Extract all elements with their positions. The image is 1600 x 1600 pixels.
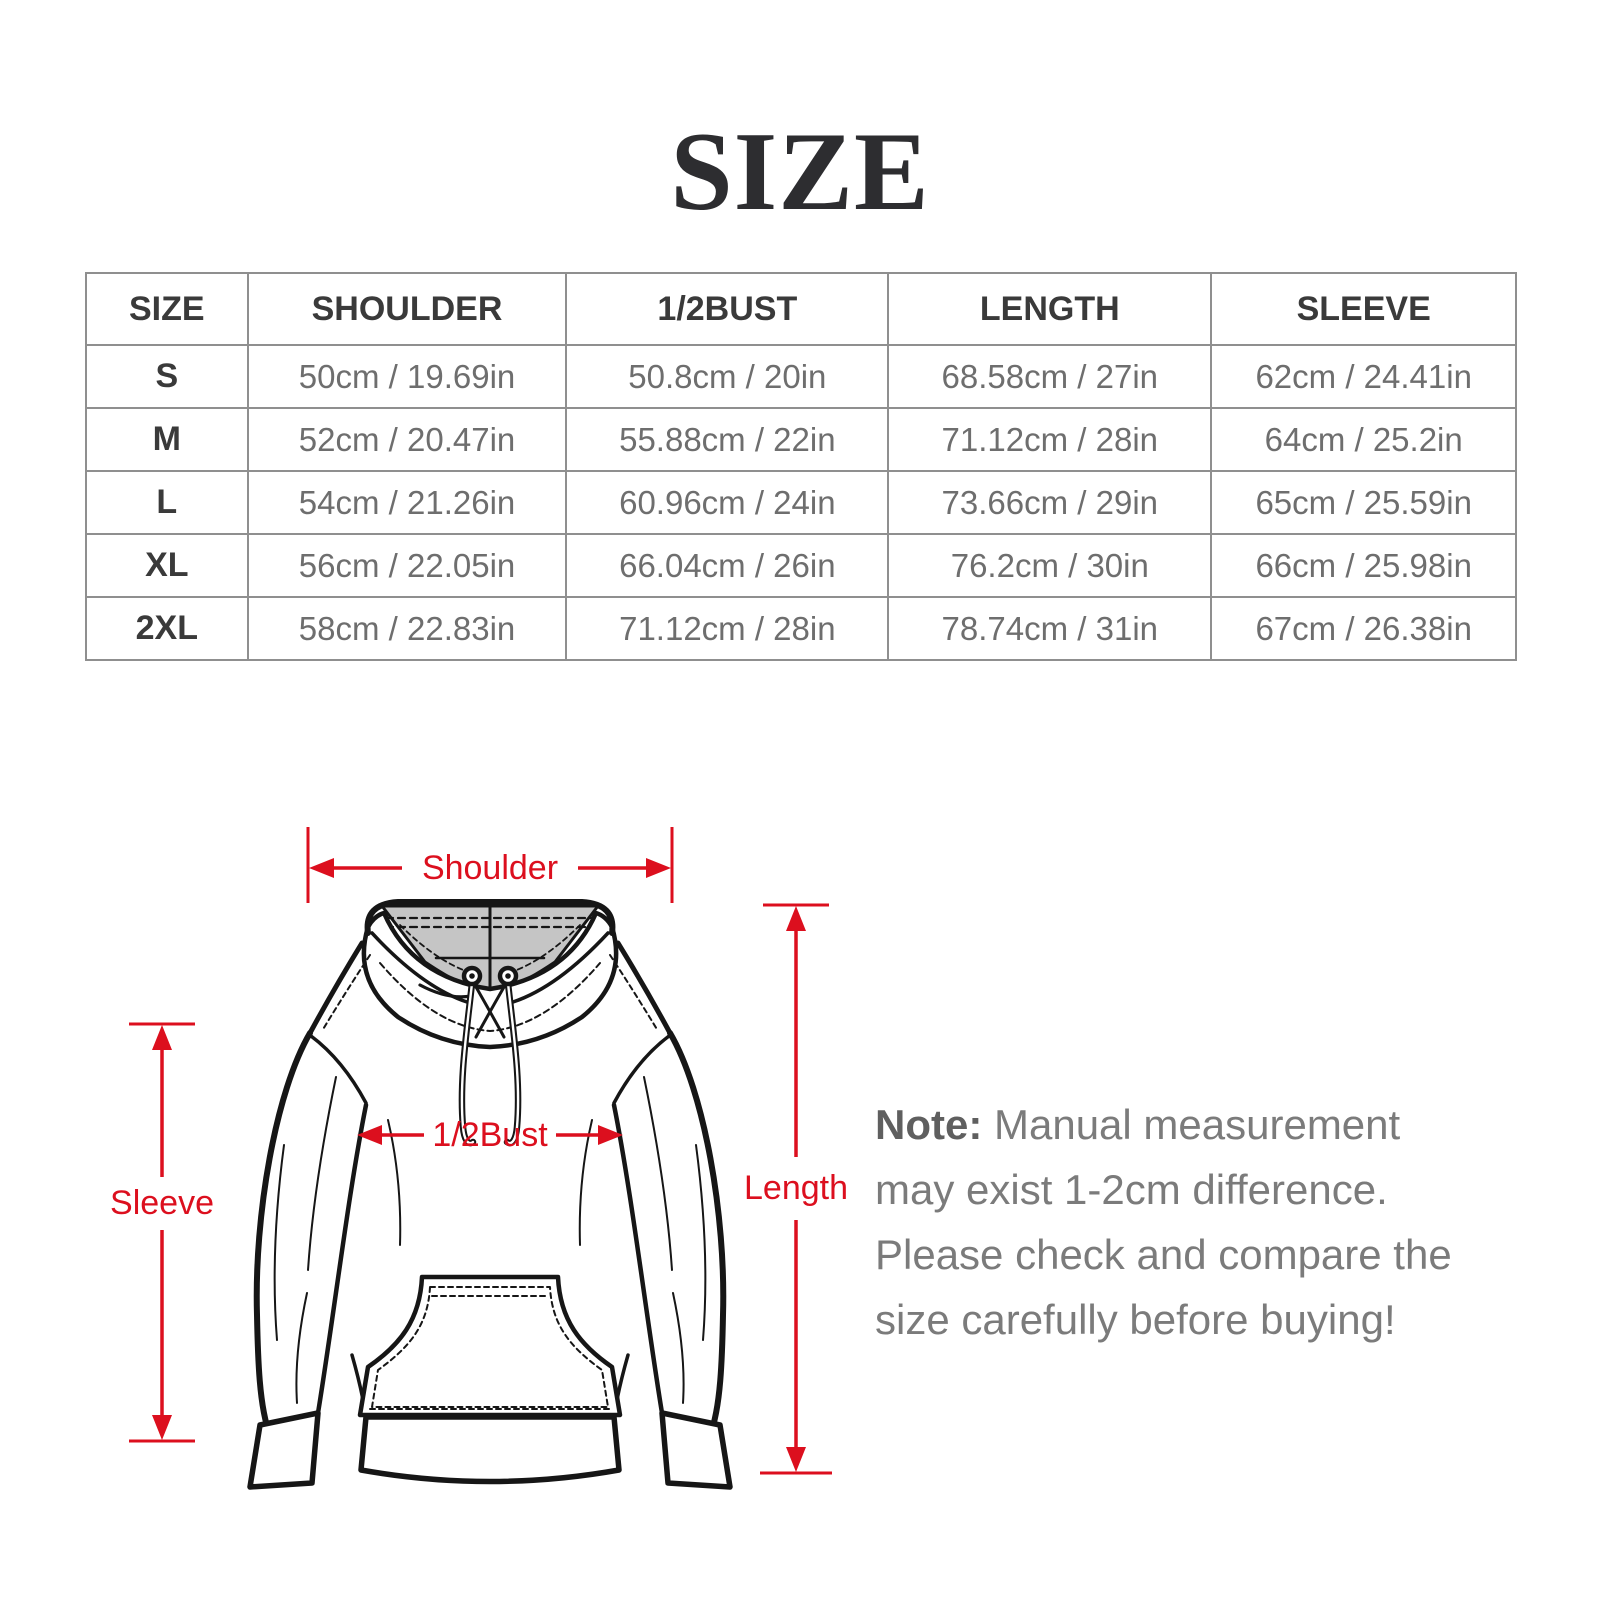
measurement-note — [875, 1092, 1467, 1352]
table-row — [86, 534, 1516, 597]
length-cell: 78.74cm / 31in — [888, 597, 1211, 660]
sleeve-cell: 64cm / 25.2in — [1211, 408, 1516, 471]
sleeve-cell: 65cm / 25.59in — [1211, 471, 1516, 534]
kangaroo-pocket — [360, 1277, 620, 1415]
sleeve-cell: 66cm / 25.98in — [1211, 534, 1516, 597]
bust-cell: 66.04cm / 26in — [566, 534, 888, 597]
shoulder-arrow — [308, 827, 672, 903]
table-row — [86, 408, 1516, 471]
table-row — [86, 597, 1516, 660]
note-prefix: Note: — [875, 1101, 983, 1148]
length-cell: 71.12cm / 28in — [888, 408, 1211, 471]
bust-cell: 55.88cm / 22in — [566, 408, 888, 471]
column-header-size: SIZE — [86, 273, 248, 345]
shoulder-cell: 50cm / 19.69in — [248, 345, 567, 408]
hoodie-measurement-diagram — [100, 815, 860, 1515]
hoodie-sketch — [250, 902, 730, 1487]
length-cell: 76.2cm / 30in — [888, 534, 1211, 597]
bust-label: 1/2Bust — [432, 1116, 548, 1154]
table-row — [86, 345, 1516, 408]
bust-cell: 60.96cm / 24in — [566, 471, 888, 534]
length-label: Length — [744, 1169, 848, 1207]
size-cell: L — [86, 471, 248, 534]
shoulder-cell: 58cm / 22.83in — [248, 597, 567, 660]
sleeve-label: Sleeve — [110, 1184, 214, 1222]
shoulder-cell: 54cm / 21.26in — [248, 471, 567, 534]
length-arrow — [744, 905, 848, 1473]
size-cell: 2XL — [86, 597, 248, 660]
note-text: Manual measurement may exist 1-2cm difference. Please check and compare the size carefully before buying! — [875, 1101, 1452, 1343]
column-header-bust: 1/2BUST — [566, 273, 888, 345]
shoulder-cell: 56cm / 22.05in — [248, 534, 567, 597]
shoulder-cell: 52cm / 20.47in — [248, 408, 567, 471]
length-cell: 73.66cm / 29in — [888, 471, 1211, 534]
sleeve-arrow — [110, 1024, 214, 1441]
table-header-row — [86, 273, 1516, 345]
waistband — [361, 1409, 619, 1482]
table-row — [86, 471, 1516, 534]
shoulder-label: Shoulder — [421, 849, 559, 887]
page-title: SIZE — [670, 110, 930, 234]
bust-arrow — [357, 1116, 623, 1154]
size-table — [85, 272, 1517, 661]
length-cell: 68.58cm / 27in — [888, 345, 1211, 408]
column-header-shoulder: SHOULDER — [248, 273, 567, 345]
size-cell: XL — [86, 534, 248, 597]
column-header-sleeve: SLEEVE — [1211, 273, 1516, 345]
size-cell: M — [86, 408, 248, 471]
sleeve-cell: 62cm / 24.41in — [1211, 345, 1516, 408]
sleeve-cell: 67cm / 26.38in — [1211, 597, 1516, 660]
bust-cell: 71.12cm / 28in — [566, 597, 888, 660]
bust-cell: 50.8cm / 20in — [566, 345, 888, 408]
column-header-length: LENGTH — [888, 273, 1211, 345]
size-cell: S — [86, 345, 248, 408]
